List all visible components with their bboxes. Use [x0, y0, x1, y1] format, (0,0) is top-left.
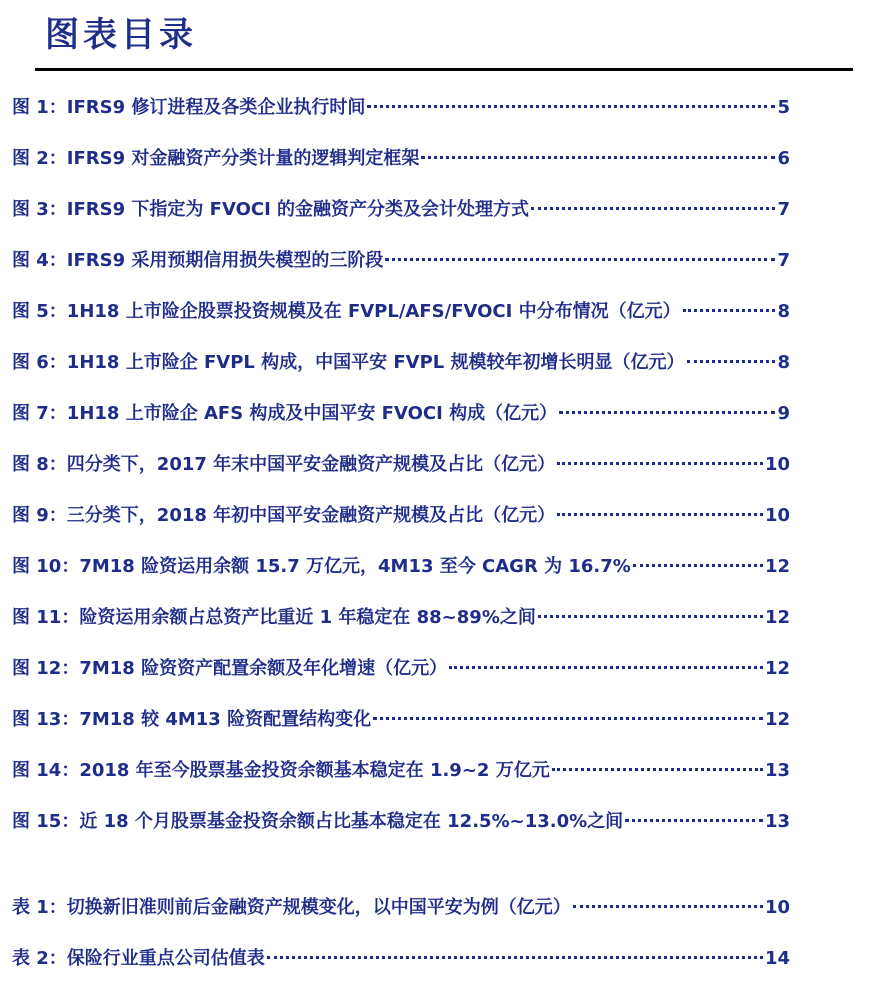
dot-leader: [385, 258, 775, 261]
figure-entry-page-number: 9: [777, 403, 790, 424]
dot-leader: [531, 207, 775, 210]
figure-entry[interactable]: [12, 184, 790, 235]
dot-leader: [625, 819, 763, 822]
dot-leader: [683, 309, 776, 312]
dot-leader: [538, 615, 763, 618]
figure-list: [12, 82, 790, 847]
figure-entry-label: 图 1：IFRS9 修订进程及各类企业执行时间: [12, 97, 366, 118]
figure-entry[interactable]: [12, 133, 790, 184]
figure-entry[interactable]: [12, 643, 790, 694]
table-list: [12, 882, 790, 984]
figure-entry-label: 图 11：险资运用余额占总资产比重近 1 年稳定在 88~89%之间: [12, 607, 536, 628]
figure-entry-label: 图 14：2018 年至今股票基金投资余额基本稳定在 1.9~2 万亿元: [12, 760, 550, 781]
figure-entry[interactable]: [12, 235, 790, 286]
figure-entry[interactable]: [12, 490, 790, 541]
table-entry-page-number: 14: [764, 948, 790, 969]
figure-entry-page-number: 6: [777, 148, 790, 169]
figure-entry-page-number: 13: [764, 760, 790, 781]
table-entry-label: 表 2：保险行业重点公司估值表: [12, 948, 265, 969]
figure-entry-page-number: 12: [764, 607, 790, 628]
dot-leader: [633, 564, 763, 567]
table-entry[interactable]: [12, 933, 790, 984]
title-divider: [35, 68, 853, 71]
dot-leader: [267, 956, 763, 959]
dot-leader: [449, 666, 763, 669]
figure-entry-page-number: 7: [777, 199, 790, 220]
figure-entry-label: 图 4：IFRS9 采用预期信用损失模型的三阶段: [12, 250, 384, 271]
figure-entry-label: 图 5：1H18 上市险企股票投资规模及在 FVPL/AFS/FVOCI 中分布情况（亿元）: [12, 301, 681, 322]
table-entry[interactable]: [12, 882, 790, 933]
figure-entry-label: 图 7：1H18 上市险企 AFS 构成及中国平安 FVOCI 构成（亿元）: [12, 403, 558, 424]
figure-entry[interactable]: [12, 82, 790, 133]
figure-entry-page-number: 8: [777, 352, 790, 373]
figure-entry-label: 图 2：IFRS9 对金融资产分类计量的逻辑判定框架: [12, 148, 420, 169]
table-entry-page-number: 10: [764, 897, 790, 918]
figure-entry-label: 图 8：四分类下，2017 年末中国平安金融资产规模及占比（亿元）: [12, 454, 556, 475]
figure-entry[interactable]: [12, 745, 790, 796]
figure-entry-page-number: 8: [777, 301, 790, 322]
figure-entry[interactable]: [12, 796, 790, 847]
figure-entry[interactable]: [12, 439, 790, 490]
figure-entry-label: 图 15：近 18 个月股票基金投资余额占比基本稳定在 12.5%~13.0%之间: [12, 811, 624, 832]
figure-entry-label: 图 12：7M18 险资资产配置余额及年化增速（亿元）: [12, 658, 448, 679]
dot-leader: [373, 717, 763, 720]
figure-entry[interactable]: [12, 388, 790, 439]
figure-entry-page-number: 12: [764, 658, 790, 679]
dot-leader: [367, 105, 775, 108]
figure-entry[interactable]: [12, 541, 790, 592]
dot-leader: [421, 156, 775, 159]
figure-entry[interactable]: [12, 337, 790, 388]
figure-entry-page-number: 5: [777, 97, 790, 118]
dot-leader: [559, 411, 775, 414]
figure-entry-page-number: 10: [764, 505, 790, 526]
figure-entry-page-number: 12: [764, 556, 790, 577]
dot-leader: [557, 513, 763, 516]
dot-leader: [552, 768, 763, 771]
figure-entry-label: 图 6：1H18 上市险企 FVPL 构成，中国平安 FVPL 规模较年初增长明显（亿元）: [12, 352, 685, 373]
figure-entry[interactable]: [12, 592, 790, 643]
figure-entry[interactable]: [12, 694, 790, 745]
table-entry-label: 表 1：切换新旧准则前后金融资产规模变化，以中国平安为例（亿元）: [12, 897, 571, 918]
figure-entry-page-number: 12: [764, 709, 790, 730]
dot-leader: [573, 905, 763, 908]
figure-entry-label: 图 9：三分类下，2018 年初中国平安金融资产规模及占比（亿元）: [12, 505, 556, 526]
figure-entry-label: 图 3：IFRS9 下指定为 FVOCI 的金融资产分类及会计处理方式: [12, 199, 530, 220]
figure-entry-label: 图 10：7M18 险资运用余额 15.7 万亿元，4M13 至今 CAGR 为 16.7%: [12, 556, 631, 577]
figure-entry[interactable]: [12, 286, 790, 337]
dot-leader: [557, 462, 763, 465]
page-title: 图表目录: [45, 15, 197, 55]
figure-entry-page-number: 10: [764, 454, 790, 475]
figure-entry-page-number: 13: [764, 811, 790, 832]
figure-entry-page-number: 7: [777, 250, 790, 271]
figure-entry-label: 图 13：7M18 较 4M13 险资配置结构变化: [12, 709, 372, 730]
dot-leader: [687, 360, 776, 363]
